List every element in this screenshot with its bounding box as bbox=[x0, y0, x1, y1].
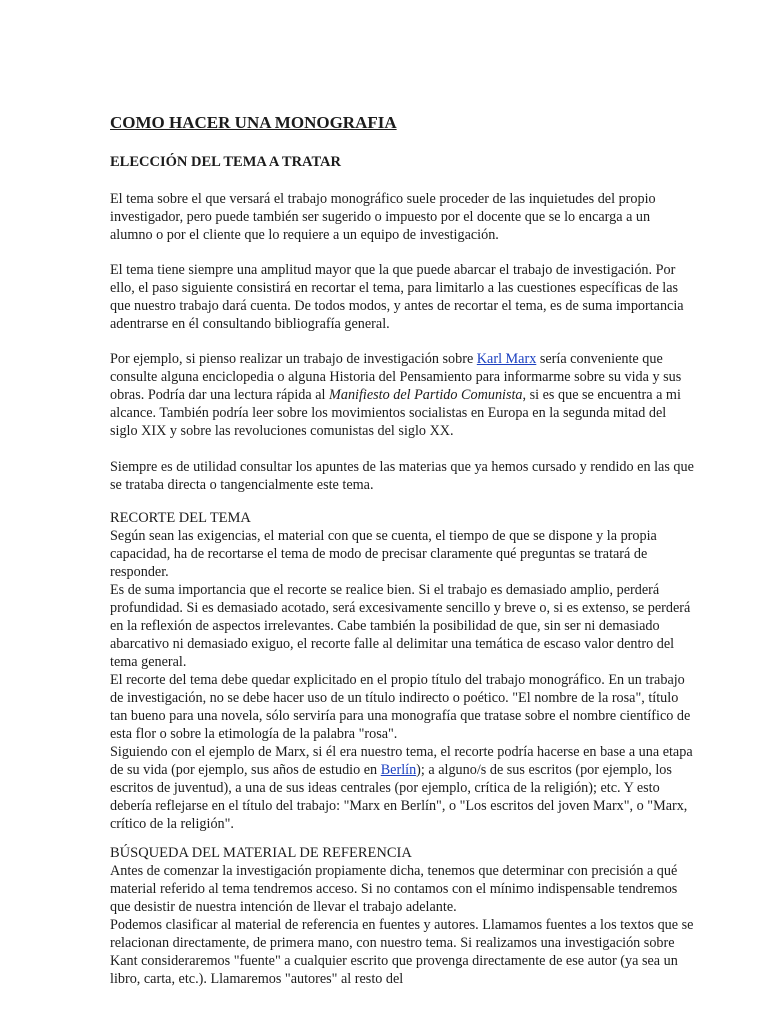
recorte-paragraph-3: El recorte del tema debe quedar explicitado en el propio título del trabajo monográfico. En un trabajo de investigación, no se debe hacer uso de un título indirecto o poético. "El nombre de la rosa", título tan bueno para una novela, sólo serviría para una monografía que tratase sobre el nombre científico de esta flor o sobre la etimología de la palabra "rosa". bbox=[110, 672, 691, 742]
busqueda-paragraph-1: Antes de comenzar la investigación propiamente dicha, tenemos que determinar con precisión a qué material referido al tema tendremos acceso. Si no contamos con el mínimo indispensable tendremos que desistir de nuestra intención de llevar el trabajo adelante. bbox=[110, 863, 678, 915]
recorte-paragraph-2: Es de suma importancia que el recorte se realice bien. Si el trabajo es demasiado amplio, perderá profundidad. Si es demasiado acotado, será excesivamente sencillo y breve o, si es extenso, se perderá en la reflexión de aspectos irrelevantes. Cabe también la posibilidad de que, sin ser ni demasiado abarcativo ni demasiado exiguo, el recorte falle al delimitar una temática de escaso valor dentro del tema general. bbox=[110, 582, 691, 670]
paragraph-4: Siempre es de utilidad consultar los apuntes de las materias que ya hemos cursado y rendido en las que se trataba directa o tangencialmente este tema. bbox=[110, 459, 694, 493]
paragraph-2: El tema tiene siempre una amplitud mayor que la que puede abarcar el trabajo de investigación. Por ello, el paso siguiente consistirá en recortar el tema, para limitarlo a las cuestiones específicas de las que nuestro trabajo dará cuenta. De todos modos, y antes de recortar el tema, es de suma importancia adentrarse en él consultando bibliografía general. bbox=[110, 262, 684, 332]
manifiesto-title: Manifiesto del Partido Comunista bbox=[329, 387, 523, 403]
paragraph-3 bbox=[110, 350, 695, 440]
section-heading-busqueda: BÚSQUEDA DEL MATERIAL DE REFERENCIA bbox=[110, 845, 412, 861]
busqueda-paragraph-2: Podemos clasificar al material de referencia en fuentes y autores. Llamamos fuentes a los textos que se relacionan directamente, de primera mano, con nuestro tema. Si realizamos una investigación sobre Kant consideraremos "fuente" a cualquier escrito que provenga directamente de ese autor (ya sea un libro, carta, etc.). Llamaremos "autores" al resto del bbox=[110, 917, 694, 987]
paragraph-3-text-a: Por ejemplo, si pienso realizar un trabajo de investigación sobre bbox=[110, 351, 477, 367]
paragraph-3-text-c: , si es que se encuentra a mi alcance. También podría leer sobre los movimientos socialistas en Europa en la segunda mitad del siglo XIX y sobre las revoluciones comunistas del siglo XX. bbox=[110, 387, 681, 439]
recorte-paragraph-4-text-a: Siguiendo con el ejemplo de Marx, si él era nuestro tema, el recorte podría hacerse en base a una etapa de su vida (por ejemplo, sus años de estudio en bbox=[110, 744, 693, 778]
recorte-paragraph-1: Según sean las exigencias, el material con que se cuenta, el tiempo de que se dispone y la propia capacidad, ha de recortarse el tema de modo de precisar claramente qué preguntas se tratará de responder. bbox=[110, 528, 657, 580]
section-heading-recorte: RECORTE DEL TEMA bbox=[110, 510, 251, 526]
recorte-paragraph-4-text-b: ); a alguno/s de sus escritos (por ejemplo, los escritos de juventud), a una de sus ideas centrales (por ejemplo, crítica de la religión); etc. Y esto debería reflejarse en el título del trabajo: "Marx en Berlín", o "Los escritos del joven Marx", o "Marx, crítico de la religión". bbox=[110, 762, 688, 832]
section-busqueda bbox=[110, 844, 695, 988]
section-recorte bbox=[110, 509, 695, 833]
paragraph-1: El tema sobre el que versará el trabajo monográfico suele proceder de las inquietudes del propio investigador, pero puede también ser sugerido o impuesto por el docente que se lo encarga a un alumno o por el cliente que lo requiere a un equipo de investigación. bbox=[110, 191, 656, 243]
recorte-paragraph-4 bbox=[110, 743, 695, 833]
section-heading-eleccion: ELECCIÓN DEL TEMA A TRATAR bbox=[110, 154, 341, 170]
paragraph-3-text-b: sería conveniente que consulte alguna enciclopedia o alguna Historia del Pensamiento para informarme sobre su vida y sus obras. Podría dar una lectura rápida al bbox=[110, 351, 682, 403]
berlin-link[interactable]: Berlín bbox=[380, 762, 417, 778]
document-title: COMO HACER UNA MONOGRAFIA bbox=[110, 113, 397, 132]
karl-marx-link[interactable]: Karl Marx bbox=[476, 351, 537, 367]
